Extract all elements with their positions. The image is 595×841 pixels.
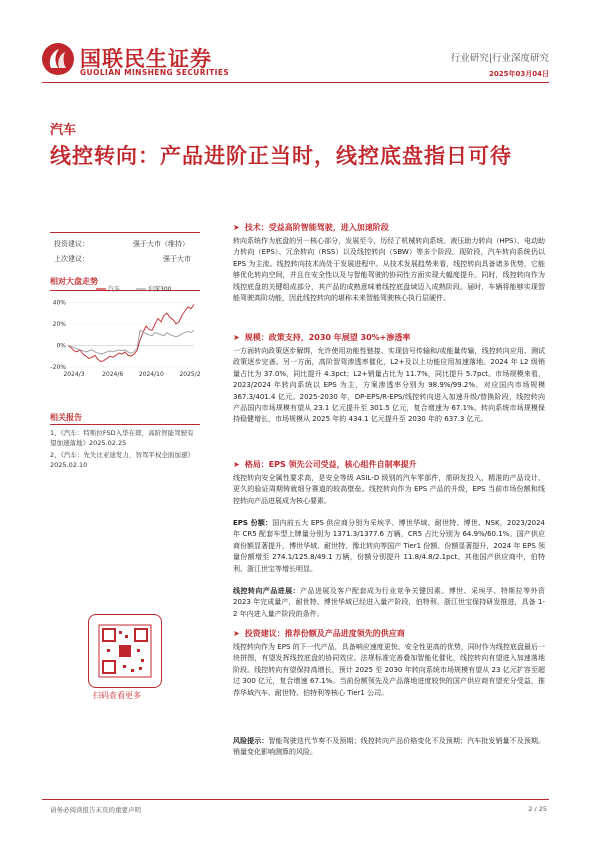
report-type: 行业研究|行业深度研究 bbox=[450, 53, 549, 64]
legend-label: 汽车 bbox=[108, 286, 121, 293]
x-tick-label: 2025/2 bbox=[179, 371, 201, 378]
report-date: 2025年03月04日 bbox=[489, 70, 549, 78]
logo-text-cn: 国联民生证券 bbox=[80, 47, 212, 71]
company-logo bbox=[42, 43, 242, 79]
series-line-csi300 bbox=[68, 330, 194, 354]
y-tick-label: -20% bbox=[50, 364, 66, 371]
section-text-landscape: 线控转向安全属性要求高，是安全等级 ASIL-D 级别的汽车零部件，需研发投入、精准的产品设计、更久的验证周期铸就细分赛道的较高壁垒。线控转向作为 EPS 产品的升级，EPS 当前市场份额和线控转向产品进展成为核心要素。 bbox=[233, 474, 545, 505]
sector-label: 汽车 bbox=[50, 123, 77, 138]
footer-disclaimer: 请务必阅读报告末页的重要声明 bbox=[50, 806, 141, 814]
prev-label: 上次建议： bbox=[54, 255, 89, 263]
sbw-progress-paragraph: 线控转向产品进展：产品进展及客户配套成为行业竞争关键因素。博世、采埃孚、特斯拉等外资 2023 年完成量产，耐世特、博世华域已经进入量产阶段，伯特利、浙江世宝保持研发推进，具备 1-2 年内进入量产阶段的条件。 bbox=[233, 587, 546, 618]
invest-value: 强于大市（维持） bbox=[133, 240, 189, 248]
report-title: 线控转向：产品进阶正当时，线控底盘指日可待 bbox=[50, 144, 512, 168]
perf-chart-heading: 相对大盘走势 bbox=[50, 277, 98, 286]
y-tick-label: 0% bbox=[56, 342, 66, 350]
section-heading-landscape: ➤ 格局：EPS 领先公司受益，核心组件自制率提升 bbox=[233, 460, 417, 469]
eps-share-paragraph: EPS 份额：国内前五大 EPS 供应商分别为采埃孚、博世华域、耐世特、博世、NSK，2023/2024 年 CR5 配套车型上牌量分别为 1371.3/1377.6 万辆，CR5 占比分别为 64.9%/60.1%。国产供应商份额显著提升，博世华域、耐世特、豫北转向等国产 Tier1 份额、份额显著提升，2024 年 EPS 领量份额增至 274.1/125.8/49.1 万辆，份额分别提升 11.8/4.8/2.1pct。其他国产供应商中，伯特利、浙江世宝等增长明显。 bbox=[233, 519, 546, 573]
left-divider-related bbox=[50, 424, 200, 425]
y-tick-label: 40% bbox=[52, 299, 66, 307]
qr-caption: 扫码查看更多 bbox=[93, 691, 141, 700]
section-text-tech: 转向系统作为底盘的另一核心部分，发展至今，历经了机械转向系统、液压助力转向（HPS）、电动助力转向（EPS）、冗余转向（RSS）以及线控转向（SBW）等多个阶段。现阶段，汽车转向系统仍以 EPS 为主流。线控转向技术尚处于发展进程中。从技术发展趋势来看，线控转向具备诸多优势，它能够优化转向空间，并且在安全性以及与智能驾驶的协同性方面实现大幅度提升。同时，线控转向作为线控底盘的关键组成部分，其产品的成熟意味着线控底盘域迈入成熟阶段。届时，车辆将能够实现智能驾驶高阶功能，因此线控转向的堪称未来智能驾驶核心执行层硬件。 bbox=[233, 237, 545, 303]
x-tick-label: 2024/6 bbox=[102, 371, 124, 378]
section-heading-tech: ➤ 技术：受益高阶智能驾驶，进入加速阶段 bbox=[233, 223, 389, 232]
logo-mark-icon bbox=[42, 43, 74, 75]
section-text-invest: 线控转向作为 EPS 的下一代产品，具备响应速度更快、安全性更高的优势，同时作为线控底盘最后一块拼图，有望发挥线控底盘的协同效应。法规标准完善叠加智能化催化，线控转向有望进入加速落地阶段。线控转向有望保持高增长，预计 2025 至 2030 年转向系统市场规模有望从 23 亿元扩容至超过 300 亿元，复合增速 67.1%。当前份额领先及产品落地进度较快的国产供应商有望充分受益，推荐华域汽车、耐世特、伯特利等核心 Tier1 公司。 bbox=[233, 643, 545, 697]
related-item[interactable]: 2、《汽车：先失比亚迪发力，智驾平权全面加速》2025.02.10 bbox=[50, 451, 194, 469]
qr-code-icon bbox=[89, 615, 161, 687]
x-tick-label: 2024/10 bbox=[138, 371, 164, 378]
page-number: 2 / 25 bbox=[528, 805, 547, 813]
prev-value: 强于大市 bbox=[163, 255, 191, 263]
qr-code[interactable] bbox=[88, 614, 162, 688]
section-text-scale: 一方面转向政策逐步解绑，允许使用功能性链接、实现信号传输和/或能量传输，线控转向应用、测试政策逐步完善。另一方面，高阶智驾渗透率催化，L2+及以上功能应用加速落地。2024 年 L2 级销量占比为 37.0%，同比提升 4.3pct；L2+销量占比为 11.7%，同比提升 5.7pct。市场规模来看，2023/2024 年转向系统以 EPS 为主，方案渗透率分别为 98.9%/99.2%，对应国内市场规模 367.3/401.4 亿元。2025-2030 年，DP-EPS/R-EPS/线控转向进入加速升级/替换阶段，线控转向产品国内市场规模有望从 23.1 亿元提升至 301.5 亿元，复合增速为 67.1%。转向系统市场规模保持稳健增长，市场规模从 2025 年的 434.1 亿元提升至 2030 年的 637.3 亿元。 bbox=[233, 347, 545, 424]
left-divider-top bbox=[50, 232, 200, 233]
related-item[interactable]: 1、《汽车：特斯拉FSD入华在即，高阶智能驾驶有望加速落地》2025.02.25 bbox=[50, 429, 194, 447]
invest-label: 投资建议： bbox=[54, 240, 89, 248]
header-divider bbox=[42, 82, 549, 83]
section-heading-scale: ➤ 规模：政策支持，2030 年展望 30%+渗透率 bbox=[233, 333, 411, 342]
section-heading-invest: ➤ 投资建议：推荐份额及产品进度领先的供应商 bbox=[233, 629, 405, 638]
legend-label: 沪深300 bbox=[148, 286, 172, 293]
risk-paragraph: 风险提示：智能驾驶迭代节奏不及预期；线控转向产品价格变化不及预期；汽车批发销量不及预期。销量变化影响测算的风险。 bbox=[233, 737, 546, 757]
y-tick-label: 20% bbox=[52, 320, 66, 328]
related-heading: 相关报告 bbox=[50, 413, 82, 422]
x-tick-label: 2024/3 bbox=[63, 371, 85, 378]
footer-divider bbox=[42, 799, 549, 800]
relative-performance-chart bbox=[48, 283, 201, 379]
logo-text-en: GUOLIAN MINSHENG SECURITIES bbox=[80, 68, 230, 77]
